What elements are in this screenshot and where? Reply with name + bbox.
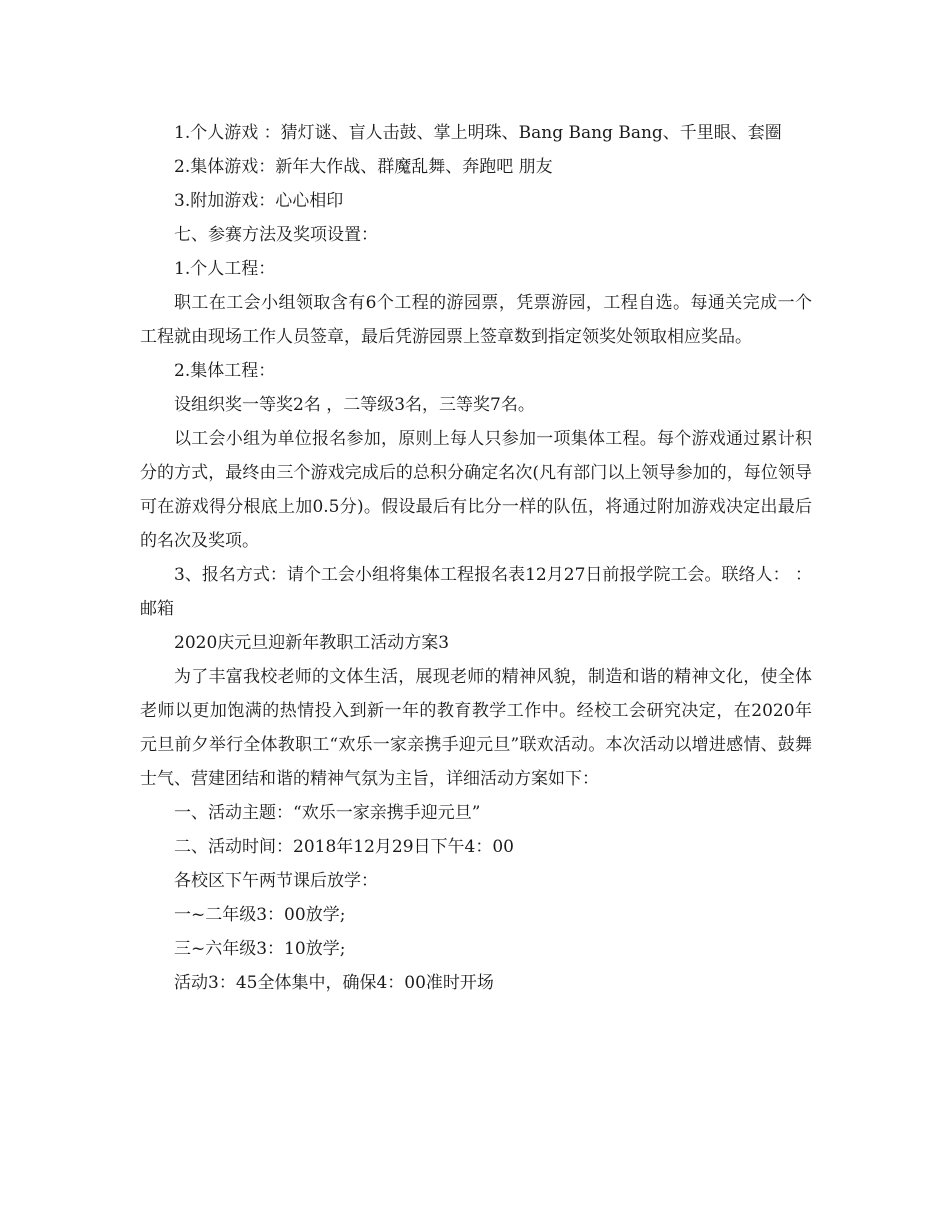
paragraph-grades-3-6: 三~六年级3：10放学; [174,939,346,959]
paragraph-registration: 3、报名方式：请个工会小组将集体工程报名表12月27日前报学院工会。联络人： ： 邮箱 [140,565,812,619]
document-body [140,116,812,1000]
paragraph-plan-intro: 为了丰富我校老师的文体生活，展现老师的精神风貌，制造和谐的精神文化，使全体老师以更加饱满的热情投入到新一年的教育教学工作中。经校工会研究决定，在2020年元旦前夕举行全体教职工“欢乐一家亲携手迎元旦”联欢活动。本次活动以增进感情、鼓舞士气、营建团结和谐的精神气氛为主旨，详细活动方案如下： [140,667,812,789]
subheading-individual-project: 1.个人工程： [174,259,276,279]
subheading-group-project: 2.集体工程： [174,361,276,381]
paragraph-extra-games: 3.附加游戏：心心相印 [174,191,344,211]
paragraph-dismissal-note: 各校区下午两节课后放学： [174,871,378,891]
paragraph-activity-theme: 一、活动主题：“欢乐一家亲携手迎元旦” [174,803,481,823]
plan-title: 2020庆元旦迎新年教职工活动方案3 [174,633,450,653]
paragraph-personal-games: 1.个人游戏 ：猜灯谜、盲人击鼓、掌上明珠、Bang Bang Bang、千里眼、套圈 [174,123,782,143]
paragraph-activity-time: 二、活动时间：2018年12月29日下午4：00 [174,837,514,857]
paragraph-group-games: 2.集体游戏：新年大作战、群魔乱舞、奔跑吧 朋友 [174,157,553,177]
paragraph-organization-awards: 设组织奖一等奖2名 ，二等级3名，三等奖7名。 [174,395,535,415]
section-heading-competition-awards: 七、参赛方法及奖项设置： [174,225,378,245]
paragraph-assembly-time: 活动3：45全体集中，确保4：00准时开场 [174,973,494,993]
paragraph-grades-1-2: 一~二年级3：00放学; [174,905,346,925]
paragraph-group-rules: 以工会小组为单位报名参加，原则上每人只参加一项集体工程。每个游戏通过累计积分的方式，最终由三个游戏完成后的总积分确定名次(凡有部门以上领导参加的，每位领导可在游戏得分根底上加0.5分)。假设最后有比分一样的队伍，将通过附加游戏决定出最后的名次及奖项。 [140,429,812,551]
paragraph-individual-rules: 职工在工会小组领取含有6个工程的游园票，凭票游园，工程自选。每通关完成一个工程就由现场工作人员签章，最后凭游园票上签章数到指定领奖处领取相应奖品。 [140,293,812,347]
